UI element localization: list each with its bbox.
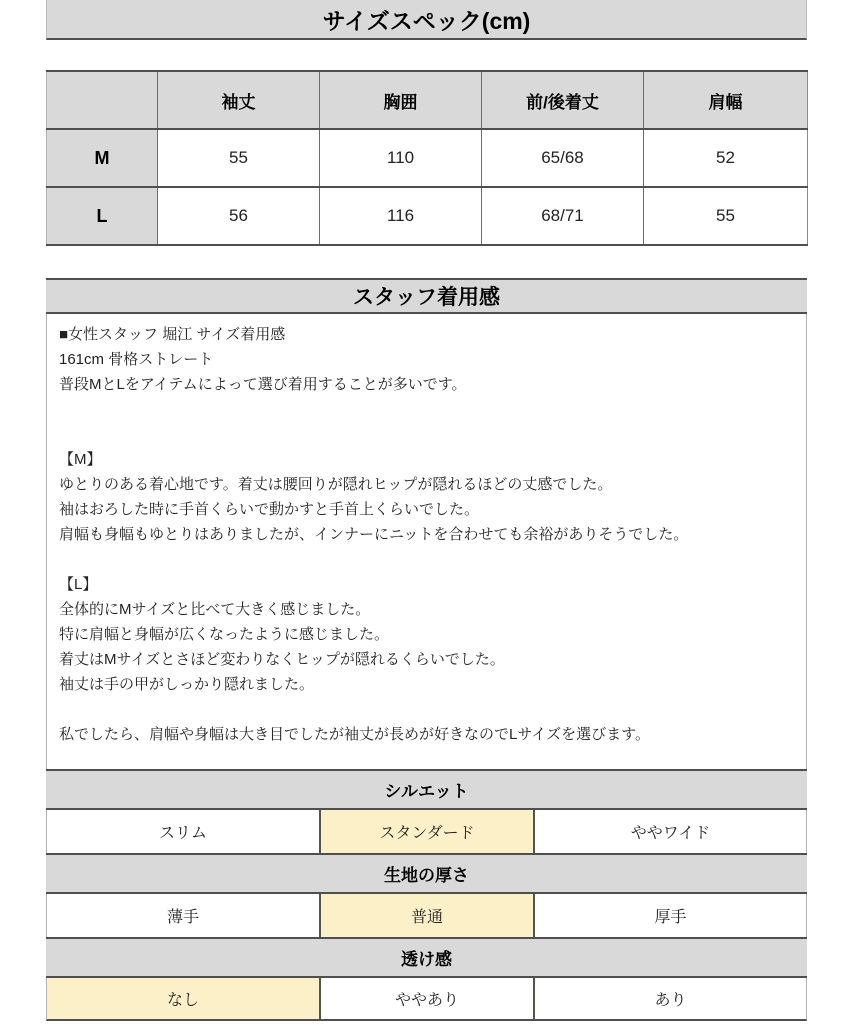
attr-option-thin: 薄手 — [166, 909, 199, 926]
size-m-shoulder: 52 — [644, 129, 808, 187]
staff-text-line: 袖丈は手の甲がしっかり隠れました。 — [59, 676, 315, 693]
size-table-col-sleeve: 袖丈 — [158, 71, 320, 129]
size-row-m — [47, 129, 808, 187]
spacer — [46, 246, 807, 278]
staff-text-line: 特に肩幅と身幅が広くなったように感じました。 — [59, 626, 390, 643]
size-l-shoulder: 55 — [644, 187, 808, 245]
attr-title-thickness: 生地の厚さ — [384, 866, 469, 885]
attr-option-thick: 厚手 — [654, 909, 687, 926]
size-table-col-length: 前/後着丈 — [482, 71, 644, 129]
staff-text-line: 161cm 骨格ストレート — [59, 351, 214, 368]
size-l-chest: 116 — [320, 187, 482, 245]
staff-text-line — [59, 422, 796, 447]
size-m-length: 65/68 — [482, 129, 644, 187]
staff-text-line — [59, 547, 796, 572]
size-spec-table — [46, 70, 808, 246]
size-m-sleeve: 55 — [158, 129, 320, 187]
size-spec-title: サイズスペック(cm) — [322, 7, 531, 34]
staff-text-line: 袖はおろした時に手首くらいで動かすと手首上くらいでした。 — [59, 501, 480, 518]
attr-title-silhouette: シルエット — [384, 782, 469, 801]
staff-text-line — [59, 397, 796, 422]
staff-text-line: 全体的にMサイズと比べて大きく感じました。 — [59, 601, 371, 618]
attr-option-yes: あり — [654, 992, 687, 1009]
attr-header-silhouette — [46, 769, 807, 810]
staff-text-line: 【M】 — [59, 451, 102, 468]
size-l-sleeve: 56 — [158, 187, 320, 245]
attr-header-thickness — [46, 853, 807, 894]
size-table-col-shoulder: 肩幅 — [644, 71, 808, 129]
attr-option-normal-selected: 普通 — [319, 894, 535, 937]
attr-option-slight: ややあり — [319, 978, 535, 1019]
attr-header-sheerness — [46, 937, 807, 978]
staff-text-line: ゆとりのある着心地です。着丈は腰回りが隠れヒップが隠れるほどの丈感でした。 — [59, 476, 613, 493]
product-size-section — [46, 0, 807, 1021]
staff-text-line — [59, 697, 796, 722]
size-row-l — [47, 187, 808, 245]
staff-text-line: 私でしたら、肩幅や身幅は大き目でしたが袖丈が長めが好きなのでLサイズを選びます。 — [59, 726, 650, 743]
staff-section-header — [46, 278, 807, 314]
attr-option-wide: ややワイド — [630, 825, 711, 842]
attr-option-slim: スリム — [158, 825, 207, 842]
attr-option-none-selected: なし — [47, 978, 319, 1019]
size-l-length: 68/71 — [482, 187, 644, 245]
staff-section-title: スタッフ着用感 — [353, 286, 500, 309]
size-m-chest: 110 — [320, 129, 482, 187]
size-row-m-label: M — [47, 129, 158, 187]
size-table-col-chest: 胸囲 — [320, 71, 482, 129]
staff-text-line: ■女性スタッフ 堀江 サイズ着用感 — [59, 326, 286, 343]
size-table-corner-cell — [47, 71, 158, 129]
staff-text-line: 着丈はMサイズとさほど変わりなくヒップが隠れるくらいでした。 — [59, 651, 505, 668]
size-row-l-label: L — [47, 187, 158, 245]
staff-text-line: 普段MとLをアイテムによって選び着用することが多いです。 — [59, 376, 467, 393]
staff-text-line: 【L】 — [59, 576, 98, 593]
attr-options-sheerness — [46, 978, 807, 1021]
size-spec-header — [46, 0, 807, 40]
attr-options-silhouette — [46, 810, 807, 853]
spacer — [46, 40, 807, 70]
attr-options-thickness — [46, 894, 807, 937]
staff-text-line: 肩幅も身幅もゆとりはありましたが、インナーにニットを合わせても余裕がありそうでした。 — [59, 526, 689, 543]
attr-title-sheerness: 透け感 — [401, 950, 452, 969]
size-table-header-row — [47, 71, 808, 129]
staff-comments — [46, 314, 807, 769]
attr-option-standard-selected: スタンダード — [319, 810, 535, 853]
